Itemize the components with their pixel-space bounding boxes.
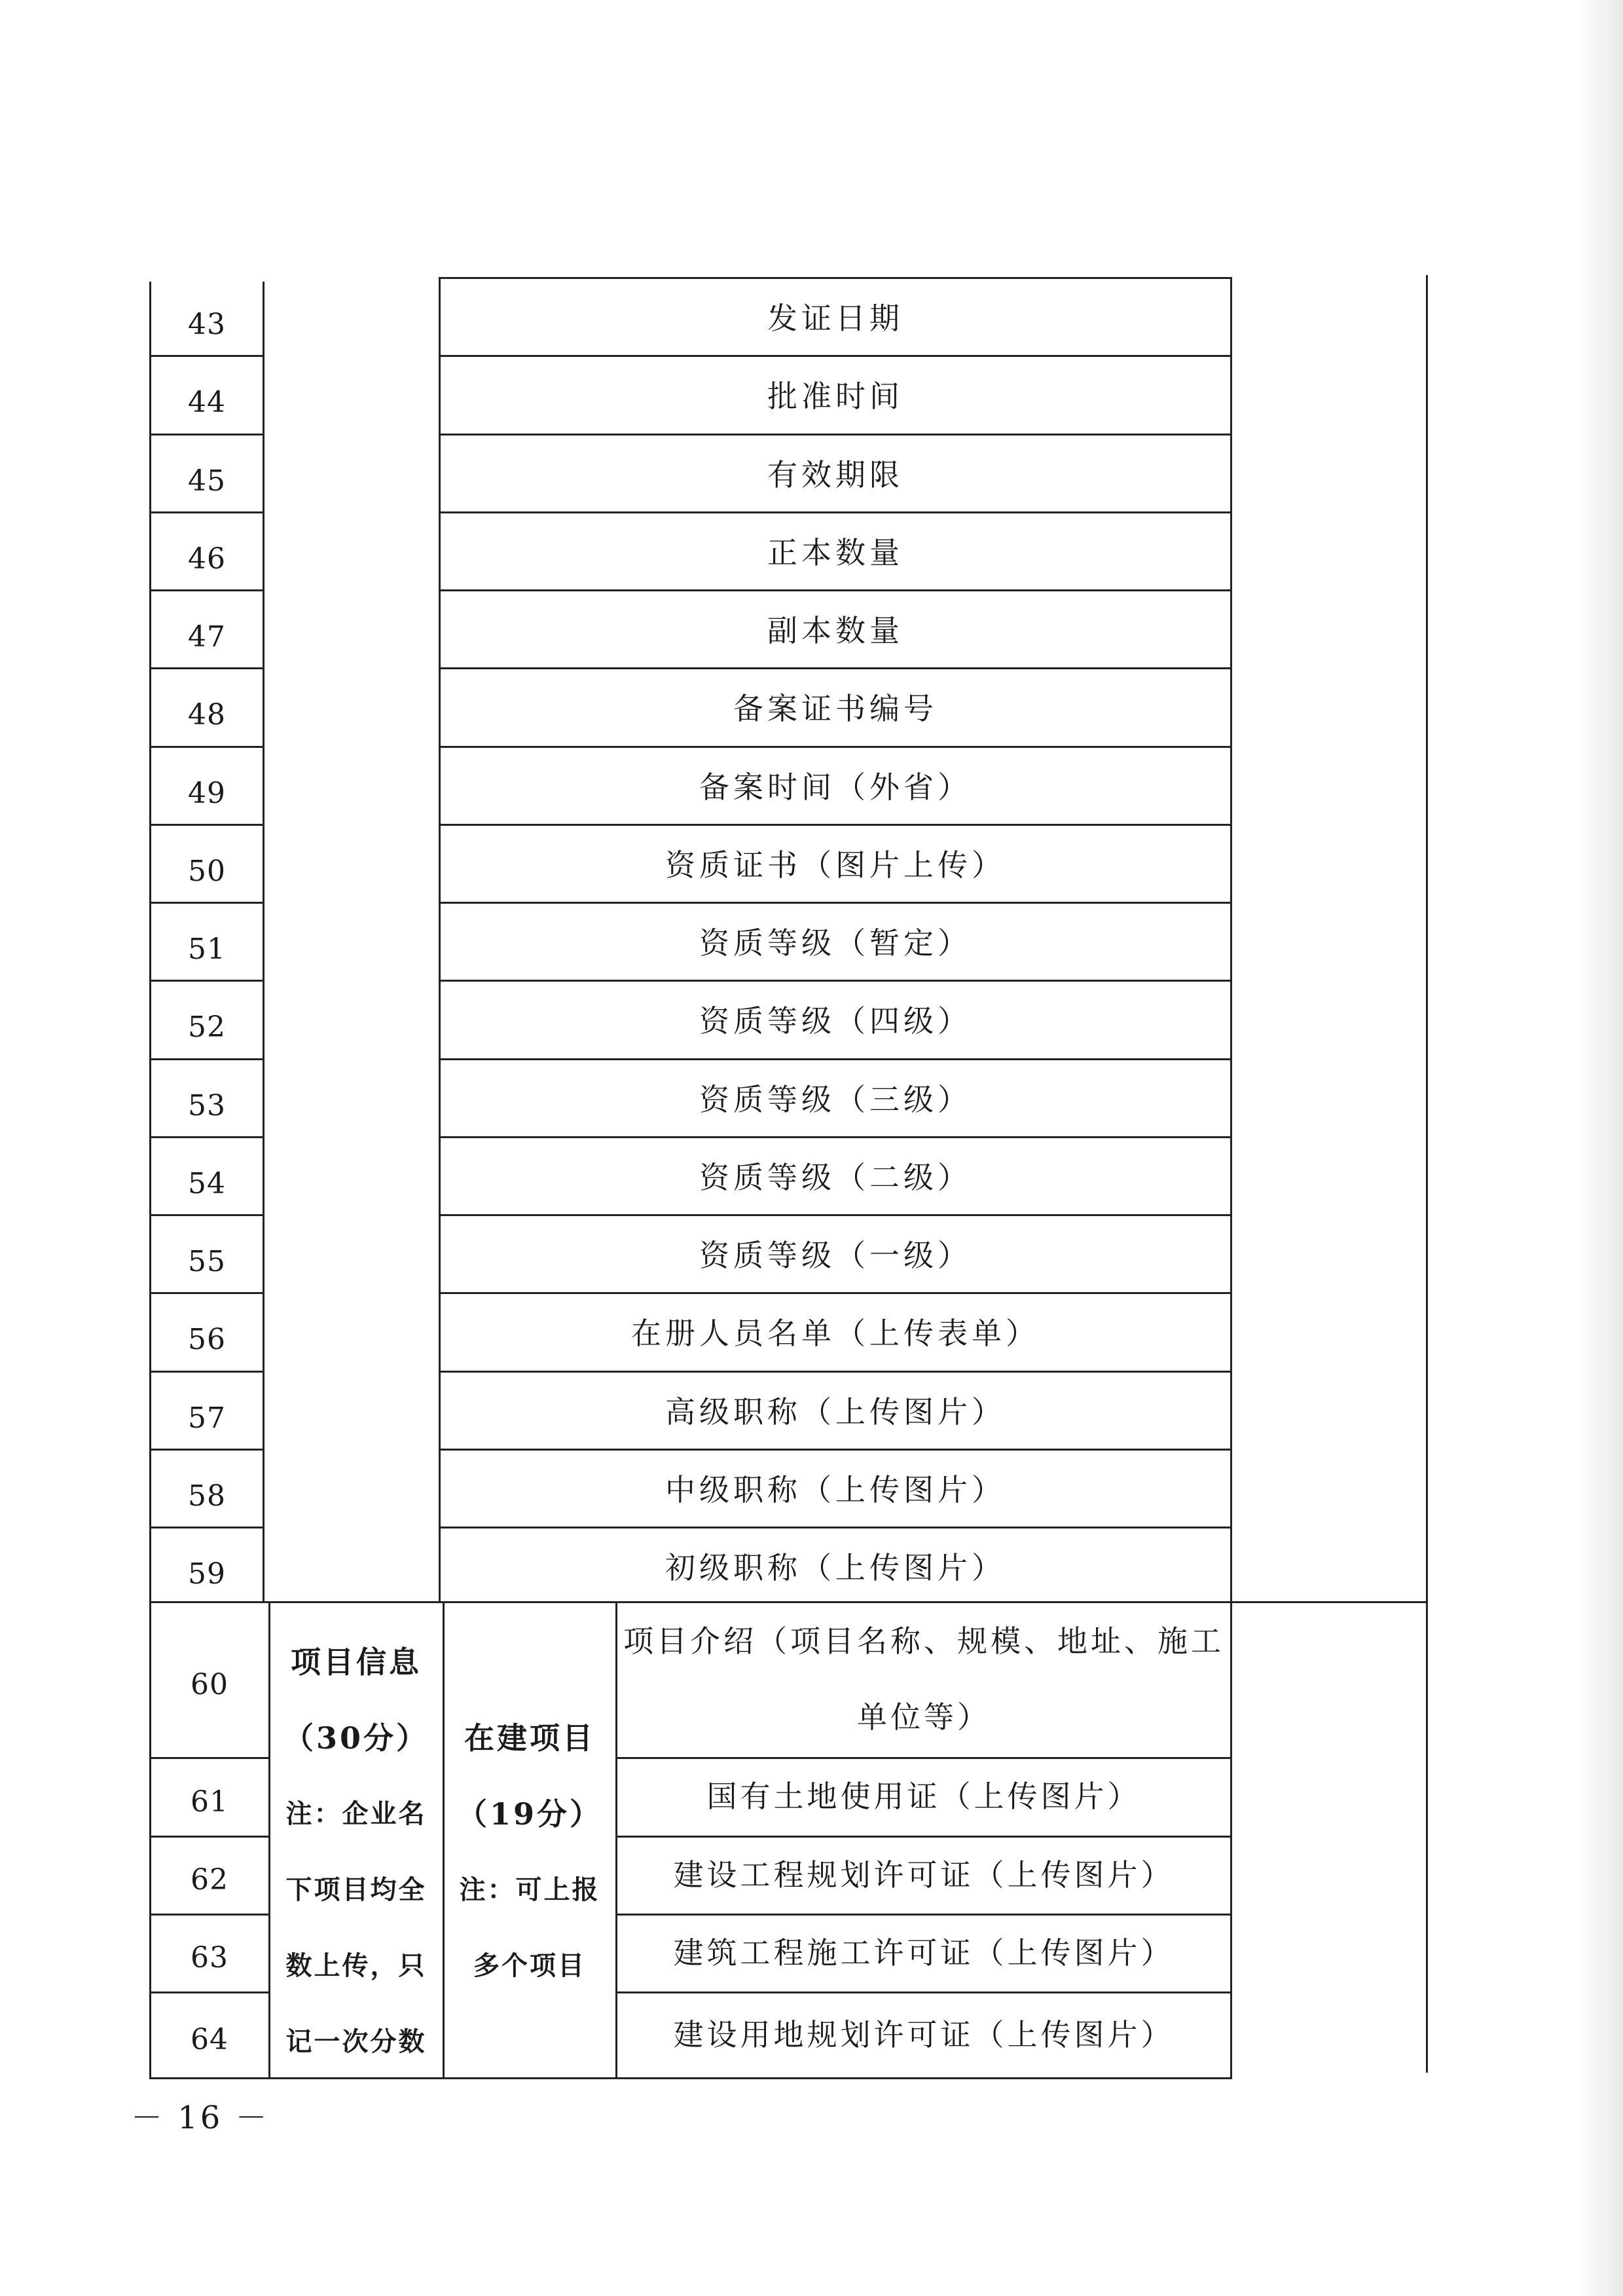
category-score: （30分） (283, 1720, 429, 1756)
table-rule (263, 282, 264, 1601)
table-rule (439, 980, 1232, 982)
row-item: 备案时间（外省） (699, 769, 972, 805)
row-item: 备案证书编号 (733, 691, 938, 726)
subcategory-in-progress-projects (445, 1700, 615, 1995)
row-item: 发证日期 (767, 301, 903, 336)
row-item: 中级职称（上传图片） (665, 1472, 1006, 1508)
page-number: － 16 － (131, 2100, 270, 2136)
row-item-line: 建筑工程施工许可证（上传图片） (673, 1935, 1175, 1971)
table-rule (1230, 277, 1232, 2078)
subcategory-title: 在建项目 (464, 1720, 595, 1756)
row-item (617, 1914, 1230, 1991)
row-item: 初级职称（上传图片） (665, 1550, 1006, 1585)
row-item: 资质证书（图片上传） (665, 847, 1006, 883)
row-number: 54 (188, 1166, 226, 1200)
row-number: 64 (191, 2023, 228, 2056)
row-number: 48 (188, 697, 226, 731)
row-item: 批准时间 (767, 379, 903, 414)
subcategory-score: （19分） (456, 1796, 602, 1832)
row-item: 资质等级（二级） (699, 1160, 972, 1195)
row-number: 56 (188, 1322, 226, 1356)
category-note-line: 记一次分数 (285, 2026, 427, 2057)
row-number: 49 (188, 776, 226, 810)
table-rule (439, 667, 1232, 669)
scan-edge-shadow (1577, 0, 1623, 2296)
row-number: 51 (188, 932, 226, 966)
row-number: 62 (191, 1863, 228, 1897)
category-project-info (270, 1624, 442, 2069)
row-item: 资质等级（暂定） (699, 925, 972, 961)
row-number: 63 (191, 1941, 228, 1974)
category-note-line: 下项目均全 (285, 1874, 427, 1905)
row-item (617, 1757, 1230, 1836)
row-number: 60 (191, 1667, 228, 1701)
table-rule (439, 1449, 1232, 1451)
table-rule (1426, 275, 1428, 2073)
row-item-line: 项目介绍（项目名称、规模、地址、施工 (623, 1623, 1224, 1659)
row-item: 在册人员名单（上传表单） (631, 1316, 1040, 1351)
row-item: 副本数量 (767, 613, 903, 648)
table-rule (439, 1214, 1232, 1216)
row-number: 45 (188, 464, 226, 498)
row-item-line: 国有土地使用证（上传图片） (706, 1779, 1141, 1814)
table-rule (439, 824, 1232, 826)
row-number: 50 (188, 854, 226, 888)
table-rule (439, 1292, 1232, 1294)
row-item (617, 1991, 1230, 2077)
row-number: 58 (188, 1479, 226, 1513)
table-rule (439, 1371, 1232, 1373)
row-item-line: 建设用地规划许可证（上传图片） (673, 2016, 1175, 2052)
row-number: 43 (188, 307, 226, 341)
row-number: 57 (188, 1401, 226, 1435)
table-rule (439, 1136, 1232, 1138)
table-rule (439, 511, 1232, 513)
table-rule (439, 434, 1232, 435)
row-item-line: 单位等） (857, 1699, 991, 1735)
row-item: 高级职称（上传图片） (665, 1394, 1006, 1430)
row-number: 59 (188, 1557, 226, 1591)
row-item: 资质等级（四级） (699, 1003, 972, 1039)
category-note-line: 数上传，只 (285, 1950, 427, 1981)
table-rule (439, 277, 1232, 279)
subcategory-note-line: 多个项目 (473, 1950, 586, 1981)
row-number: 55 (188, 1244, 226, 1278)
row-number: 53 (188, 1088, 226, 1122)
row-item: 正本数量 (767, 535, 903, 570)
table-rule (439, 355, 1232, 357)
row-item: 资质等级（三级） (699, 1082, 972, 1117)
row-item-line: 建设工程规划许可证（上传图片） (673, 1857, 1175, 1893)
row-item: 资质等级（一级） (699, 1238, 972, 1273)
category-note-line: 注：企业名 (285, 1798, 427, 1829)
table-rule (439, 746, 1232, 748)
row-item (617, 1836, 1230, 1914)
subcategory-note-line: 注：可上报 (459, 1874, 600, 1905)
row-number: 52 (188, 1010, 226, 1044)
table-rule (439, 902, 1232, 904)
row-item (617, 1601, 1230, 1757)
table-rule (439, 589, 1232, 591)
table-rule (439, 1527, 1232, 1528)
row-number: 46 (188, 542, 226, 576)
row-item: 有效期限 (767, 457, 903, 492)
row-number: 47 (188, 620, 226, 654)
table-rule (439, 1058, 1232, 1060)
category-title: 项目信息 (291, 1644, 422, 1680)
row-number: 44 (188, 385, 226, 419)
row-number: 61 (191, 1785, 228, 1819)
